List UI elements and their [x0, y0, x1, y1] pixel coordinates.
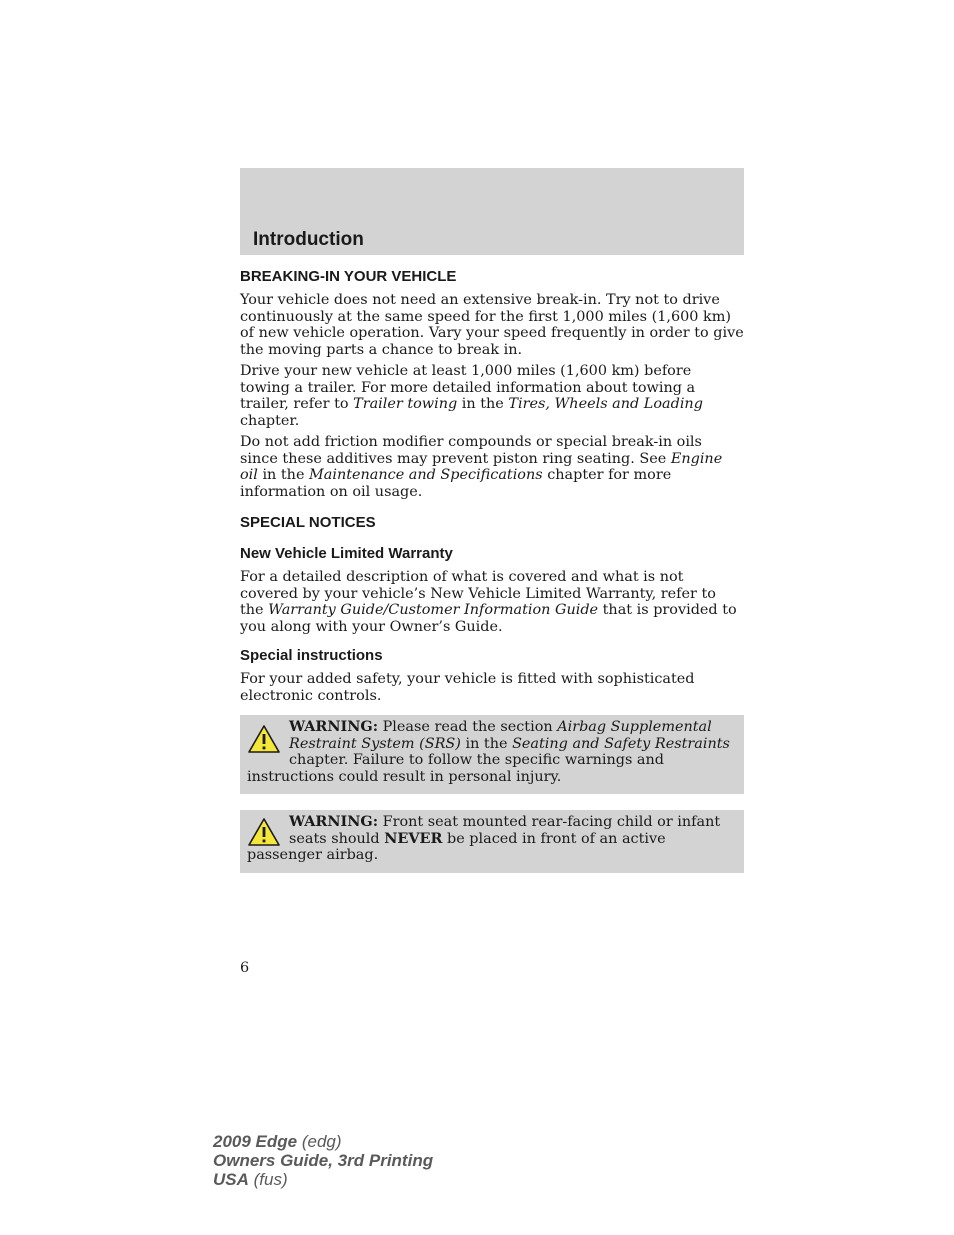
- reference-warranty-guide: Warranty Guide/Customer Information Guide: [268, 602, 599, 618]
- text-run: be placed in front of an active passenger airbag.: [247, 830, 666, 863]
- footer-line-guide: [213, 1151, 433, 1170]
- text-run: chapter for more information on oil usage.: [240, 467, 672, 500]
- subheading-warranty: New Vehicle Limited Warranty: [240, 545, 453, 562]
- document-footer: [213, 1132, 433, 1189]
- instructions-paragraph: For your added safety, your vehicle is fitted with sophisticated electronic controls.: [240, 671, 695, 704]
- warning-label: WARNING:: [289, 718, 379, 735]
- text-run: in the: [457, 396, 509, 412]
- reference-trailer-towing: Trailer towing: [353, 396, 458, 412]
- text-run: in the: [460, 735, 513, 752]
- chapter-header-band: [240, 168, 744, 255]
- text-run: For a detailed description of what is covered and what is not covered by your vehicle’s New Vehicle Limited Warranty, refer to the: [240, 569, 716, 618]
- footer-model: 2009 Edge: [213, 1132, 298, 1151]
- page-number: 6: [240, 960, 250, 976]
- footer-region: USA: [213, 1170, 249, 1189]
- breaking-in-paragraph-2: [240, 363, 744, 429]
- reference-maintenance-chapter: Maintenance and Specifications: [309, 467, 543, 483]
- page-content: [240, 268, 744, 873]
- text-run: Do not add friction modifier compounds or special break-in oils since these additives may prevent piston ring seating. See: [240, 434, 702, 467]
- footer-guide: Owners Guide, 3rd Printing: [213, 1151, 434, 1170]
- reference-tires-chapter: Tires, Wheels and Loading: [508, 396, 703, 412]
- chapter-title: Introduction: [253, 229, 364, 250]
- warning-label: WARNING:: [289, 813, 379, 830]
- text-run: that is provided to you along with your Owner’s Guide.: [240, 602, 737, 635]
- breaking-in-paragraph-1: Your vehicle does not need an extensive break-in. Try not to drive continuously at the same speed for the first 1,000 miles (1,600 km) of new vehicle operation. Vary your speed frequently in order to give the moving parts a chance to break in.: [240, 292, 744, 358]
- text-run: chapter. Failure to follow the specific warnings and instructions could result in personal injury.: [247, 752, 664, 785]
- text-run: in the: [257, 467, 310, 483]
- section-heading-special-notices: SPECIAL NOTICES: [240, 514, 376, 531]
- footer-line-model: [213, 1132, 433, 1151]
- reference-seating-chapter: Seating and Safety Restraints: [512, 735, 730, 752]
- reference-airbag-srs: Airbag Supplemental Restraint System (SRS): [289, 719, 712, 752]
- footer-model-code: (edg): [297, 1132, 342, 1151]
- emphasis-never: NEVER: [384, 829, 443, 847]
- warning-triangle-icon: [247, 724, 281, 754]
- footer-region-code: (fus): [248, 1170, 288, 1189]
- footer-line-region: [213, 1170, 433, 1189]
- warranty-paragraph: [240, 569, 744, 635]
- breaking-in-paragraph-3: [240, 434, 744, 500]
- text-run: chapter.: [240, 412, 300, 429]
- warning-triangle-icon: [247, 817, 281, 847]
- reference-engine-oil: Engine oil: [240, 450, 723, 483]
- warning-box-child-seat: [240, 810, 744, 873]
- subheading-special-instructions: Special instructions: [240, 647, 383, 664]
- warning-box-airbag-srs: [240, 715, 744, 794]
- text-run: Drive your new vehicle at least 1,000 miles (1,600 km) before towing a trailer. For more detailed information about towing a trailer, refer to: [240, 363, 696, 412]
- text-run: Please read the section: [378, 719, 558, 735]
- text-run: Front seat mounted rear-facing child or infant seats should: [289, 814, 721, 847]
- section-heading-breaking-in: BREAKING-IN YOUR VEHICLE: [240, 268, 457, 285]
